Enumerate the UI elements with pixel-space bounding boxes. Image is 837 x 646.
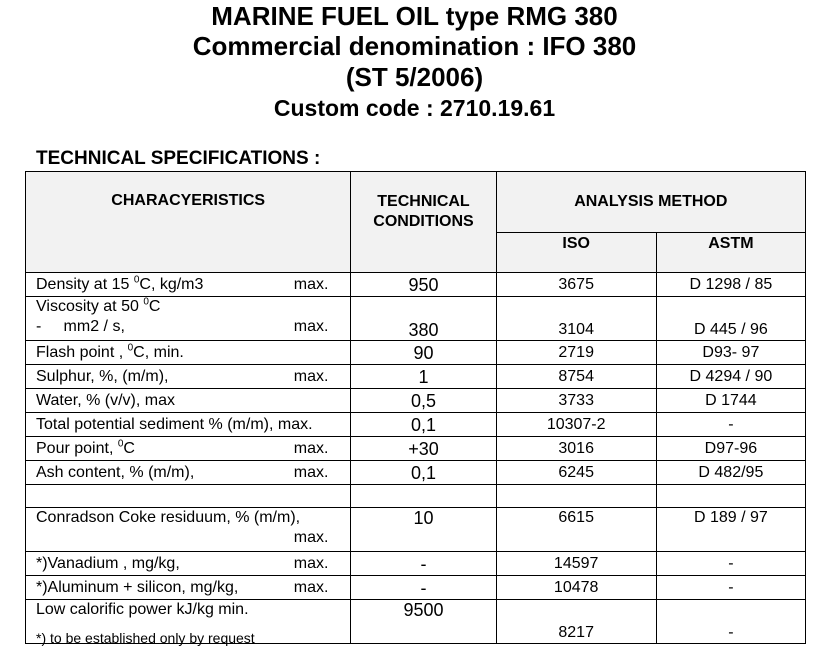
- characteristic-cell: [26, 341, 351, 365]
- empty-cell: [656, 485, 805, 508]
- characteristic-cell: [26, 461, 351, 485]
- limit-label: max.: [293, 578, 329, 596]
- custom-code: Custom code : 2710.19.61: [273, 95, 556, 121]
- header-technical-conditions: [351, 172, 496, 273]
- astm-value: D 189 / 97: [656, 508, 805, 552]
- limit-label: max.: [293, 554, 329, 572]
- characteristic-cell: Low calorific power kJ/kg min.: [26, 600, 351, 644]
- technical-value: -: [351, 552, 496, 576]
- empty-row: [26, 485, 806, 508]
- empty-cell: [26, 485, 351, 508]
- table-row: [26, 508, 806, 552]
- table-row: [26, 461, 806, 485]
- iso-value: 3733: [496, 389, 656, 413]
- iso-value: 8217: [496, 600, 656, 644]
- astm-value: -: [656, 413, 805, 437]
- technical-value: 380: [351, 297, 496, 341]
- limit-label: max.: [293, 529, 329, 546]
- table-row: [26, 297, 806, 341]
- technical-value: 10: [351, 508, 496, 552]
- characteristic-label: Conradson Coke residuum, % (m/m),: [36, 509, 301, 526]
- astm-value: -: [656, 576, 805, 600]
- characteristic-cell: [26, 552, 351, 576]
- table-header-row: [26, 172, 806, 233]
- iso-value: 3104: [496, 297, 656, 341]
- section-title: TECHNICAL SPECIFICATIONS :: [36, 148, 321, 169]
- iso-value: 6615: [496, 508, 656, 552]
- degree-superscript: 0: [127, 342, 134, 354]
- characteristic-unit: C, min.: [133, 343, 184, 361]
- characteristic-label: Ash content, % (m/m),: [36, 463, 195, 481]
- iso-value: 6245: [496, 461, 656, 485]
- table-row: [26, 389, 806, 413]
- specifications-table: [25, 171, 806, 644]
- characteristic-cell: [26, 273, 351, 297]
- astm-value: D 1744: [656, 389, 805, 413]
- table-row: [26, 413, 806, 437]
- limit-label: max.: [293, 275, 329, 293]
- characteristic-label: *)Aluminum + silicon, mg/kg,: [36, 578, 239, 596]
- characteristic-cell: [26, 365, 351, 389]
- technical-value: 0,1: [351, 461, 496, 485]
- empty-cell: [351, 485, 496, 508]
- header-astm: ASTM: [656, 233, 805, 273]
- iso-value: 10307-2: [496, 413, 656, 437]
- limit-label: max.: [293, 439, 329, 457]
- table-row: [26, 552, 806, 576]
- table-row: [26, 365, 806, 389]
- degree-superscript: 0: [143, 296, 149, 308]
- characteristic-cell: [26, 576, 351, 600]
- header-analysis-method: ANALYSIS METHOD: [496, 172, 805, 233]
- astm-value: D 4294 / 90: [656, 365, 805, 389]
- characteristic-label: Pour point,: [36, 439, 118, 457]
- characteristic-label: Viscosity at 50: [36, 298, 144, 315]
- characteristic-label: Sulphur, %, (m/m),: [36, 367, 169, 385]
- iso-value: 3675: [496, 273, 656, 297]
- technical-value: 90: [351, 341, 496, 365]
- limit-label: max.: [293, 463, 329, 481]
- astm-value: -: [656, 552, 805, 576]
- technical-value: 950: [351, 273, 496, 297]
- characteristic-cell: Water, % (v/v), max: [26, 389, 351, 413]
- table-row: [26, 273, 806, 297]
- characteristic-label: Flash point ,: [36, 343, 128, 361]
- commercial-denomination: Commercial denomination : IFO 380: [192, 31, 637, 61]
- characteristic-label: *)Vanadium , mg/kg,: [36, 554, 180, 572]
- characteristic-cell: [26, 297, 351, 341]
- header-characteristics: CHARACYERISTICS: [26, 172, 351, 273]
- iso-value: 8754: [496, 365, 656, 389]
- iso-value: 10478: [496, 576, 656, 600]
- degree-superscript: 0: [133, 274, 140, 286]
- astm-value: D97-96: [656, 437, 805, 461]
- technical-value: +30: [351, 437, 496, 461]
- header-technical-line1: TECHNICAL: [377, 193, 470, 210]
- header-technical-line2: CONDITIONS: [373, 213, 474, 230]
- document-title: MARINE FUEL OIL type RMG 380: [211, 1, 618, 31]
- astm-value: D 482/95: [656, 461, 805, 485]
- characteristic-label-line2: - mm2 / s,: [36, 318, 125, 335]
- characteristic-unit: C: [148, 298, 161, 315]
- technical-value: -: [351, 576, 496, 600]
- empty-cell: [496, 485, 656, 508]
- characteristic-cell: [26, 437, 351, 461]
- characteristic-label: Density at 15: [36, 275, 134, 293]
- table-row: [26, 576, 806, 600]
- astm-value: D 1298 / 85: [656, 273, 805, 297]
- characteristic-cell: Total potential sediment % (m/m), max.: [26, 413, 351, 437]
- astm-value: D 445 / 96: [656, 297, 805, 341]
- technical-value: 0,1: [351, 413, 496, 437]
- characteristic-unit: C, kg/m3: [139, 275, 204, 293]
- characteristic-cell: [26, 508, 351, 552]
- astm-value: D93- 97: [656, 341, 805, 365]
- limit-label: max.: [293, 367, 329, 385]
- technical-value: 0,5: [351, 389, 496, 413]
- technical-value: 9500: [351, 600, 496, 644]
- standard-reference: (ST 5/2006): [345, 62, 484, 92]
- technical-value: 1: [351, 365, 496, 389]
- degree-superscript: 0: [117, 438, 124, 450]
- header-iso: ISO: [496, 233, 656, 273]
- footnote: *) to be established only by request: [36, 630, 255, 646]
- iso-value: 2719: [496, 341, 656, 365]
- table-row: [26, 341, 806, 365]
- table-row: [26, 437, 806, 461]
- characteristic-unit: C: [123, 439, 135, 457]
- iso-value: 3016: [496, 437, 656, 461]
- iso-value: 14597: [496, 552, 656, 576]
- astm-value: -: [656, 600, 805, 644]
- limit-label: max.: [293, 318, 329, 335]
